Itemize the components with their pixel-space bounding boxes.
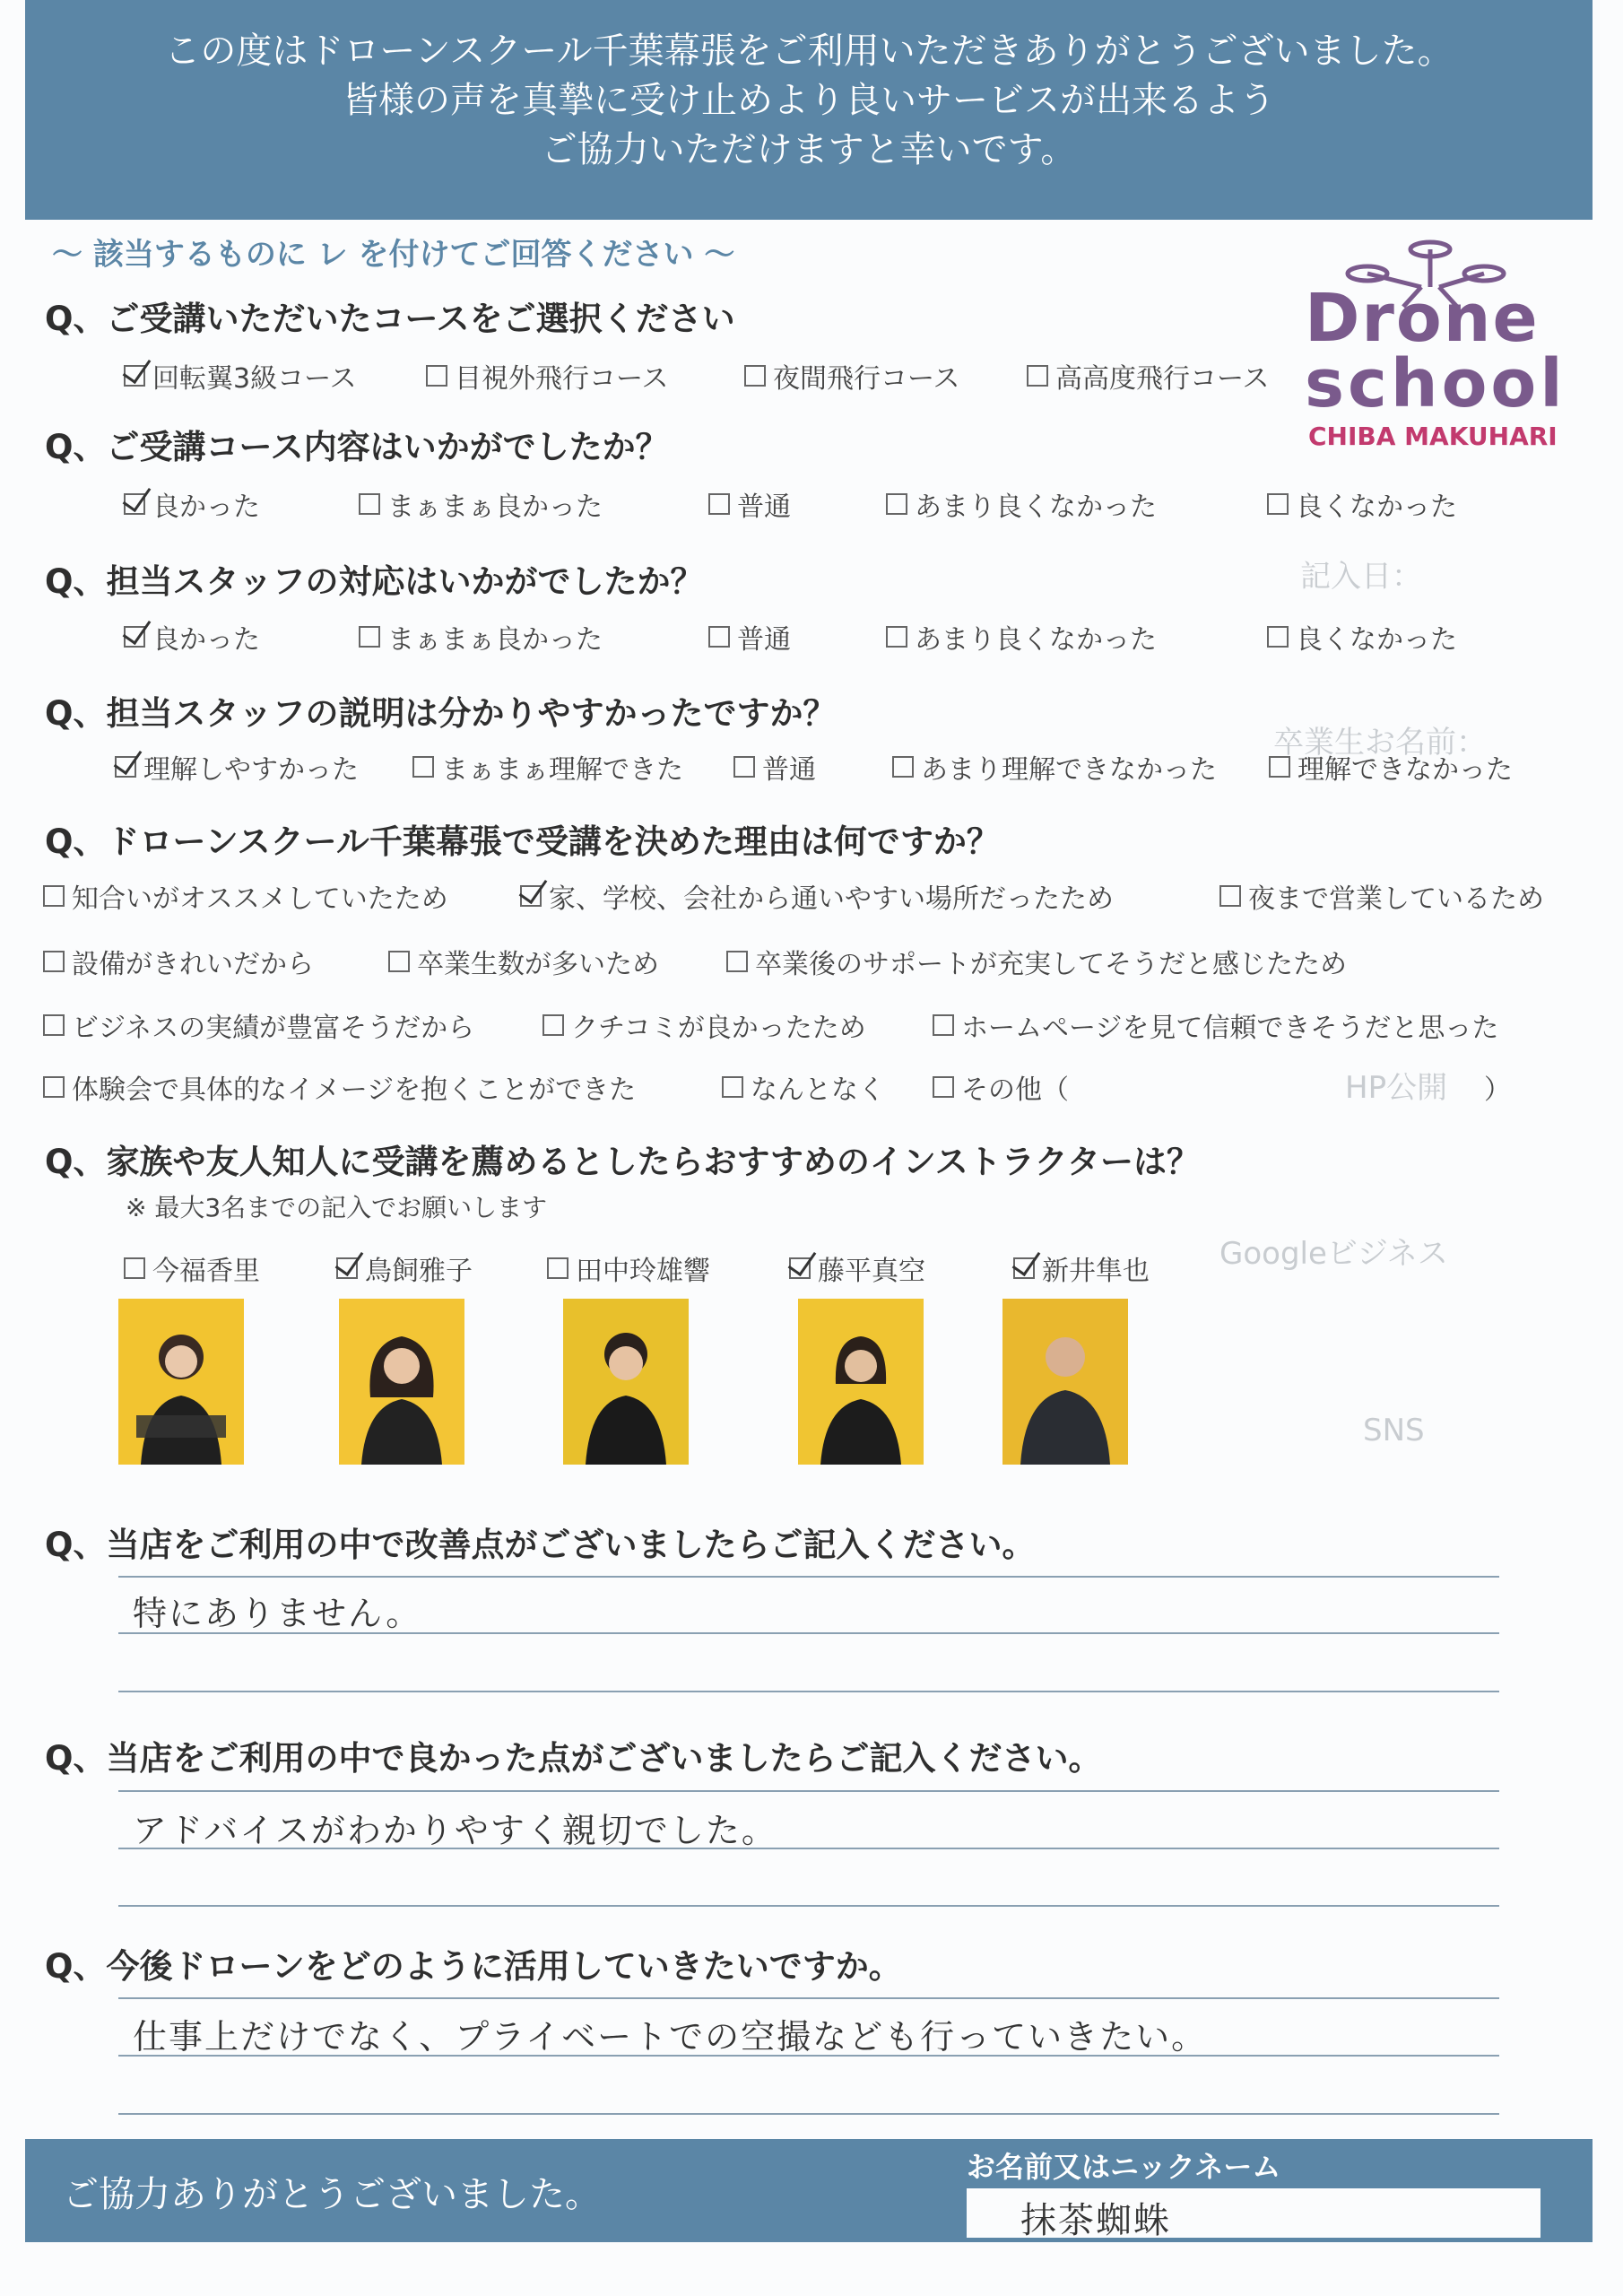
q4-option-2[interactable]: まぁまぁ理解できた (412, 747, 683, 787)
q5-option-2[interactable]: 家、学校、会社から通いやすい場所だったため (520, 876, 1114, 916)
name-field[interactable] (967, 2188, 1541, 2241)
q4-option-5[interactable]: 理解できなかった (1269, 747, 1513, 787)
q5-option-4[interactable]: 設備がきれいだから (43, 942, 314, 981)
q5-option-6[interactable]: 卒業後のサポートが充実してそうだと感じたため (726, 942, 1347, 981)
header-line-3: ご協力いただけますと幸いです。 (541, 129, 1077, 170)
checkbox[interactable] (722, 1076, 743, 1098)
header-banner (25, 0, 1593, 220)
checkbox[interactable] (43, 951, 65, 972)
answer-line (118, 1997, 1499, 1999)
q2-option-2[interactable]: まぁまぁ良かった (359, 484, 603, 524)
person-icon (136, 1317, 226, 1465)
ghost-text: SNS (1363, 1413, 1425, 1448)
q6-note: ※ 最大3名までの記入でお願いします (126, 1193, 548, 1222)
footer-banner (25, 2139, 1593, 2242)
q6-option-3[interactable]: 田中玲雄響 (547, 1248, 710, 1288)
checkbox[interactable] (933, 1014, 954, 1036)
checkbox[interactable] (43, 1076, 65, 1098)
checkbox-checked[interactable] (1013, 1257, 1035, 1279)
q5-option-12[interactable]: その他（ (933, 1067, 1069, 1107)
checkbox[interactable] (726, 951, 748, 972)
checkbox-checked[interactable] (115, 756, 136, 778)
name-value: 抹茶蜘蛛 (1020, 2200, 1171, 2241)
instructor-photo (563, 1299, 689, 1465)
ghost-text: 記入日： (1300, 559, 1422, 595)
checkbox[interactable] (886, 626, 907, 648)
logo-school-text: school (1305, 345, 1567, 422)
q7-answer: 特にありません。 (133, 1594, 422, 1633)
logo-location-text: CHIBA MAKUHARI (1308, 422, 1558, 451)
q3-option-4[interactable]: あまり良くなかった (886, 617, 1157, 657)
q7-question: Q、当店をご利用の中で改善点がございましたらご記入ください。 (45, 1526, 1036, 1564)
checkbox[interactable] (744, 365, 766, 387)
name-label: お名前又はニックネーム (967, 2150, 1281, 2184)
q6-option-1[interactable]: 今福香里 (124, 1248, 260, 1288)
checkbox-checked[interactable] (124, 493, 145, 515)
q2-option-5[interactable]: 良くなかった (1267, 484, 1457, 524)
instructor-photo (339, 1299, 464, 1465)
drone-school-logo (1305, 224, 1567, 457)
q3-option-5[interactable]: 良くなかった (1267, 617, 1457, 657)
q3-option-2[interactable]: まぁまぁ良かった (359, 617, 603, 657)
checkbox[interactable] (412, 756, 434, 778)
checkbox[interactable] (733, 756, 755, 778)
answer-line (118, 1632, 1499, 1634)
q4-option-3[interactable]: 普通 (733, 747, 816, 787)
q2-option-3[interactable]: 普通 (708, 484, 791, 524)
q1-question: Q、ご受講いただいたコースをご選択ください (45, 300, 735, 338)
checkbox-checked[interactable] (336, 1257, 358, 1279)
checkbox[interactable] (124, 1257, 145, 1279)
checkbox-checked[interactable] (124, 365, 145, 387)
q1-option-2[interactable]: 目視外飛行コース (426, 356, 669, 396)
checkbox[interactable] (708, 493, 730, 515)
person-icon (816, 1317, 906, 1465)
q4-option-1[interactable]: 理解しやすかった (115, 747, 359, 787)
q2-question: Q、ご受講コース内容はいかがでしたか？ (45, 428, 669, 466)
q5-question: Q、ドローンスクール千葉幕張で受講を決めた理由は何ですか？ (45, 822, 1000, 861)
person-icon (1020, 1317, 1110, 1465)
q5-option-5[interactable]: 卒業生数が多いため (388, 942, 659, 981)
checkbox-checked[interactable] (789, 1257, 811, 1279)
ghost-text: HP公開 (1345, 1070, 1448, 1106)
checkbox[interactable] (1269, 756, 1290, 778)
q5-other-close: ） (1484, 1074, 1511, 1106)
footer-thanks: ご協力ありがとうございました。 (63, 2174, 601, 2215)
q1-option-4[interactable]: 高高度飛行コース (1027, 356, 1270, 396)
q8-answer: アドバイスがわかりやすく親切でした。 (133, 1811, 777, 1850)
instruction-text: ～ 該当するものに レ を付けてご回答ください ～ (52, 237, 735, 273)
checkbox-checked[interactable] (520, 885, 542, 907)
q3-question: Q、担当スタッフの対応はいかがでしたか？ (45, 562, 704, 601)
header-line-1: この度はドローンスクール千葉幕張をご利用いただきありがとうございました。 (164, 30, 1454, 72)
q3-option-1[interactable]: 良かった (124, 617, 260, 657)
q6-question: Q、家族や友人知人に受講を薦めるとしたらおすすめのインストラクターは？ (45, 1143, 1200, 1181)
checkbox[interactable] (426, 365, 447, 387)
checkbox[interactable] (933, 1076, 954, 1098)
header-line-2: 皆様の声を真摯に受け止めより良いサービスが出来るよう (343, 80, 1275, 121)
checkbox[interactable] (542, 1014, 564, 1036)
answer-line (118, 1691, 1499, 1692)
q6-option-5[interactable]: 新井隼也 (1013, 1248, 1150, 1288)
checkbox[interactable] (43, 885, 65, 907)
checkbox[interactable] (886, 493, 907, 515)
q5-option-3[interactable]: 夜まで営業しているため (1219, 876, 1544, 916)
answer-line (118, 1905, 1499, 1907)
checkbox[interactable] (708, 626, 730, 648)
checkbox[interactable] (1219, 885, 1241, 907)
answer-line (118, 2055, 1499, 2057)
answer-line (118, 1790, 1499, 1792)
q5-option-10[interactable]: 体験会で具体的なイメージを抱くことができた (43, 1067, 636, 1107)
q3-option-3[interactable]: 普通 (708, 617, 791, 657)
instructor-photo (798, 1299, 924, 1465)
q4-option-4[interactable]: あまり理解できなかった (892, 747, 1217, 787)
q9-answer: 仕事上だけでなく、プライベートでの空撮なども行っていきたい。 (133, 2017, 1208, 2057)
logo-drone-text: Drone (1305, 280, 1540, 357)
checkbox[interactable] (359, 626, 380, 648)
q6-option-4[interactable]: 藤平真空 (789, 1248, 925, 1288)
person-icon (357, 1317, 447, 1465)
checkbox[interactable] (359, 493, 380, 515)
q5-option-7[interactable]: ビジネスの実績が豊富そうだから (43, 1005, 474, 1045)
checkbox[interactable] (1267, 493, 1289, 515)
answer-line (118, 2113, 1499, 2115)
instructor-photo (118, 1299, 244, 1465)
checkbox[interactable] (892, 756, 914, 778)
checkbox[interactable] (547, 1257, 568, 1279)
q2-option-1[interactable]: 良かった (124, 484, 260, 524)
q5-option-8[interactable]: クチコミが良かったため (542, 1005, 866, 1045)
q1-option-3[interactable]: 夜間飛行コース (744, 356, 960, 396)
q4-question: Q、担当スタッフの説明は分かりやすかったですか？ (45, 694, 837, 733)
q5-option-11[interactable]: なんとなく (722, 1067, 885, 1107)
checkbox-checked[interactable] (124, 626, 145, 648)
q5-option-9[interactable]: ホームページを見て信頼できそうだと思った (933, 1005, 1498, 1045)
answer-line (118, 1848, 1499, 1849)
answer-line (118, 1576, 1499, 1578)
instructor-photo (1002, 1299, 1128, 1465)
ghost-text: Googleビジネス (1219, 1236, 1448, 1272)
checkbox[interactable] (1027, 365, 1048, 387)
checkbox[interactable] (388, 951, 410, 972)
q1-option-1[interactable]: 回転翼3級コース (124, 356, 357, 396)
q6-option-2[interactable]: 鳥飼雅子 (336, 1248, 473, 1288)
q8-question: Q、当店をご利用の中で良かった点がございましたらご記入ください。 (45, 1739, 1102, 1778)
q2-option-4[interactable]: あまり良くなかった (886, 484, 1157, 524)
q5-option-1[interactable]: 知合いがオススメしていたため (43, 876, 448, 916)
q9-question: Q、今後ドローンをどのように活用していきたいですか。 (45, 1947, 902, 1986)
checkbox[interactable] (43, 1014, 65, 1036)
ghost-text: 卒業生お名前： (1273, 725, 1487, 761)
person-icon (581, 1317, 671, 1465)
checkbox[interactable] (1267, 626, 1289, 648)
